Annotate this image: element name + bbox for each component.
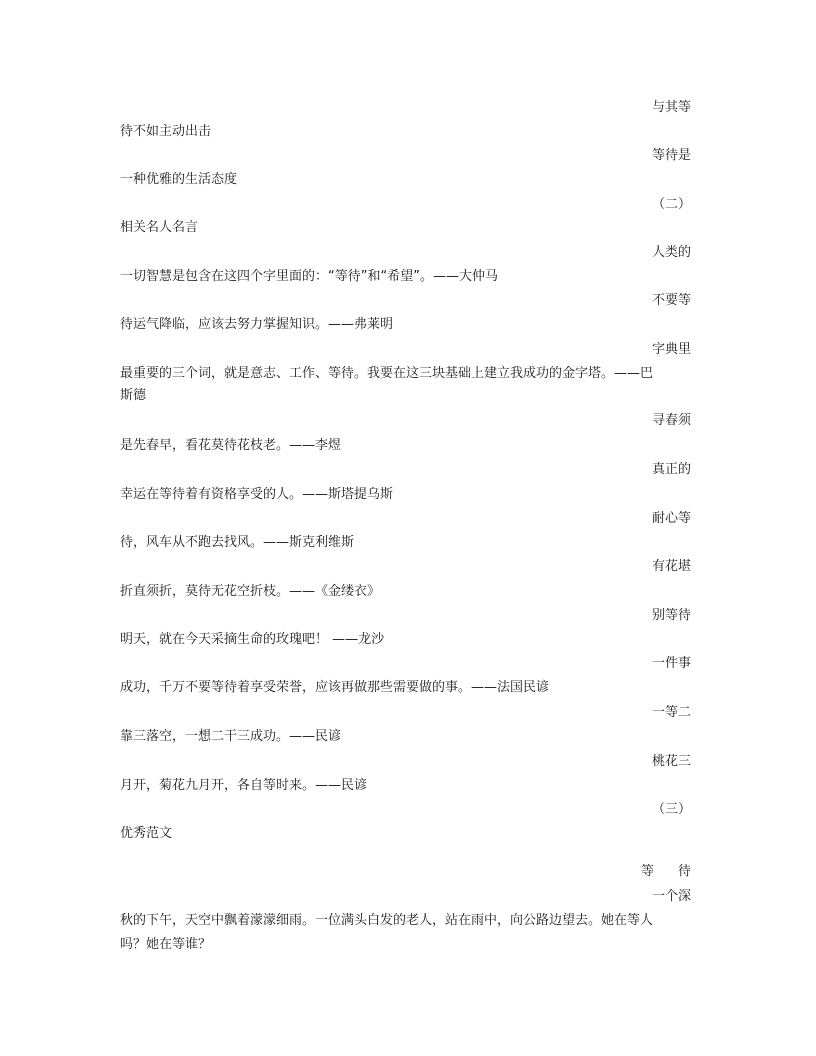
essay-title <box>641 864 691 880</box>
text-line: 等待是 <box>651 148 691 163</box>
text-line: 明天，就在今天采摘生命的玫瑰吧！ ——龙沙 <box>120 632 385 647</box>
text-line: 相关名人名言 <box>120 220 199 235</box>
text-line: 人类的 <box>651 245 691 260</box>
text-line: 最重要的三个词，就是意志、工作、等待。我要在这三块基础上建立我成功的金字塔。——巴 <box>120 366 654 381</box>
text-line: 一种优雅的生活态度 <box>120 172 238 187</box>
text-line: 月开，菊花九月开，各自等时来。——民谚 <box>120 778 368 793</box>
text-line: 真正的 <box>651 462 691 477</box>
text-line: 一个深 <box>651 889 691 904</box>
text-line: 有花堪 <box>651 559 691 574</box>
text-line: 与其等 <box>651 100 691 115</box>
text-line: 待，风车从不跑去找风。——斯克利维斯 <box>120 535 355 550</box>
text-line: 别等待 <box>651 608 691 623</box>
text-line: 一切智慧是包含在这四个字里面的：“等待”和“希望”。——大仲马 <box>120 269 498 284</box>
text-line: 是先春早，看花莫待花枝老。——李煜 <box>120 438 342 453</box>
text-line: 一件事 <box>651 656 691 671</box>
text-line: 优秀范文 <box>120 826 173 841</box>
section-heading: （三） <box>651 802 691 817</box>
essay-title-char: 待 <box>677 864 691 879</box>
text-line: 靠三落空，一想二干三成功。——民谚 <box>120 729 342 744</box>
text-line: 幸运在等待着有资格享受的人。——斯塔提乌斯 <box>120 487 394 502</box>
section-heading: （二） <box>651 197 691 212</box>
text-line: 待不如主动出击 <box>120 124 212 139</box>
text-line: 寻春须 <box>651 413 691 428</box>
text-line: 折直须折，莫待无花空折枝。——《金缕衣》 <box>120 584 381 599</box>
text-line: 秋的下午，天空中飘着濛濛细雨。一位满头白发的老人，站在雨中，向公路边望去。她在等人 <box>120 913 654 928</box>
text-line: 耐心等 <box>651 511 691 526</box>
text-line: 成功，千万不要等待着享受荣誉，应该再做那些需要做的事。——法国民谚 <box>120 680 550 695</box>
text-line: 吗？她在等谁？ <box>120 937 212 952</box>
text-line: 桃花三 <box>651 754 691 769</box>
essay-title-char: 等 <box>641 864 655 879</box>
text-line: 字典里 <box>651 342 691 357</box>
text-line: 斯德 <box>120 388 147 403</box>
text-line: 一等二 <box>651 705 691 720</box>
text-line: 不要等 <box>651 293 691 308</box>
text-line: 待运气降临，应该去努力掌握知识。——弗莱明 <box>120 317 394 332</box>
